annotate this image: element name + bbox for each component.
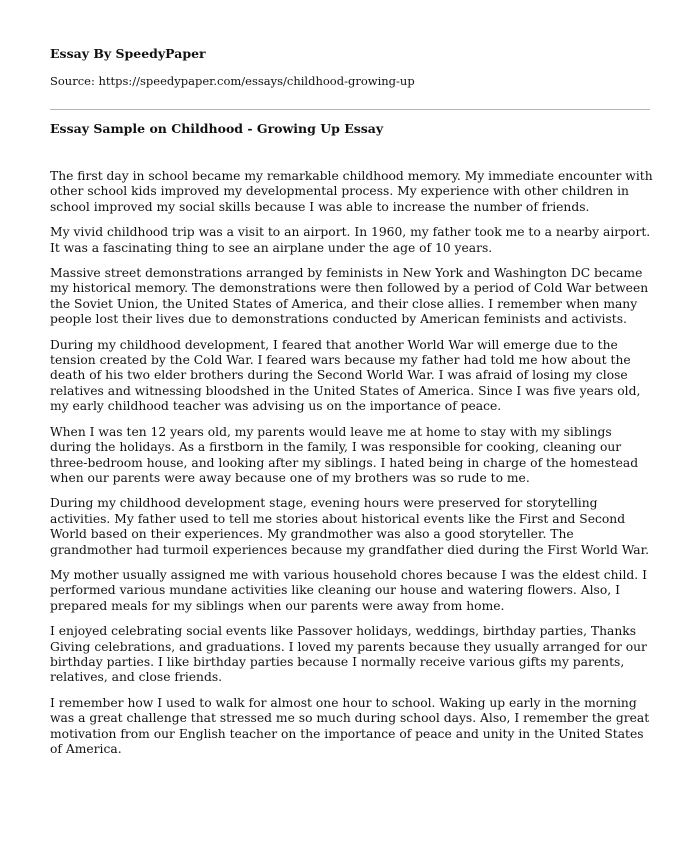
essay-title: Essay Sample on Childhood - Growing Up Essay	[50, 121, 384, 136]
document-header-title: Essay By SpeedyPaper	[50, 46, 206, 61]
source-line: Source: https://speedypaper.com/essays/childhood-growing-up	[50, 74, 415, 88]
essay-body	[50, 169, 655, 767]
essay-paragraph: My mother usually assigned me with various household chores because I was the eldest child. I performed various mundane activities like cleaning our house and watering flowers. Also, I prepared meals for my siblings when our parents were away from home.	[50, 567, 647, 613]
essay-paragraph: The first day in school became my remarkable childhood memory. My immediate encounter with other school kids improved my developmental process. My experience with other children in school improved my social skills because I was able to increase the number of friends.	[50, 169, 653, 214]
essay-paragraph: I enjoyed celebrating social events like Passover holidays, weddings, birthday parties, Thanks Giving celebrations, and graduations. I loved my parents because they usually arranged for our birthday parties. I like birthday parties because I normally receive various gifts my parents, relatives, and close friends.	[50, 624, 647, 685]
essay-paragraph: My vivid childhood trip was a visit to an airport. In 1960, my father took me to a nearby airport. It was a fascinating thing to see an airplane under the age of 10 years.	[50, 225, 651, 255]
essay-paragraph: During my childhood development stage, evening hours were preserved for storytelling activities. My father used to tell me stories about historical events like the First and Second World based on their experiences. My grandmother was also a good storyteller. The grandmother had turmoil experiences because my grandfather died during the First World War.	[50, 496, 650, 557]
essay-paragraph: During my childhood development, I feared that another World War will emerge due to the tension created by the Cold War. I feared wars because my father had told me how about the death of his two elder brothers during the Second World War. I was afraid of losing my close relatives and witnessing bloodshed in the United States of America. Since I was five years old, my early childhood teacher was advising us on the importance of peace.	[50, 337, 641, 414]
essay-paragraph: When I was ten 12 years old, my parents would leave me at home to stay with my siblings during the holidays. As a firstborn in the family, I was responsible for cooking, cleaning our three-bedroom house, and looking after my siblings. I hated being in charge of the homestead when our parents were away because one of my brothers was so rude to me.	[50, 424, 639, 485]
header-divider	[50, 109, 650, 110]
essay-paragraph: I remember how I used to walk for almost one hour to school. Waking up early in the morning was a great challenge that stressed me so much during school days. Also, I remember the great motivation from our English teacher on the importance of peace and unity in the United States of America.	[50, 695, 650, 756]
essay-paragraph: Massive street demonstrations arranged by feminists in New York and Washington DC became my historical memory. The demonstrations were then followed by a period of Cold War between the Soviet Union, the United States of America, and their close allies. I remember when many people lost their lives due to demonstrations conducted by American feminists and activists.	[50, 266, 649, 327]
